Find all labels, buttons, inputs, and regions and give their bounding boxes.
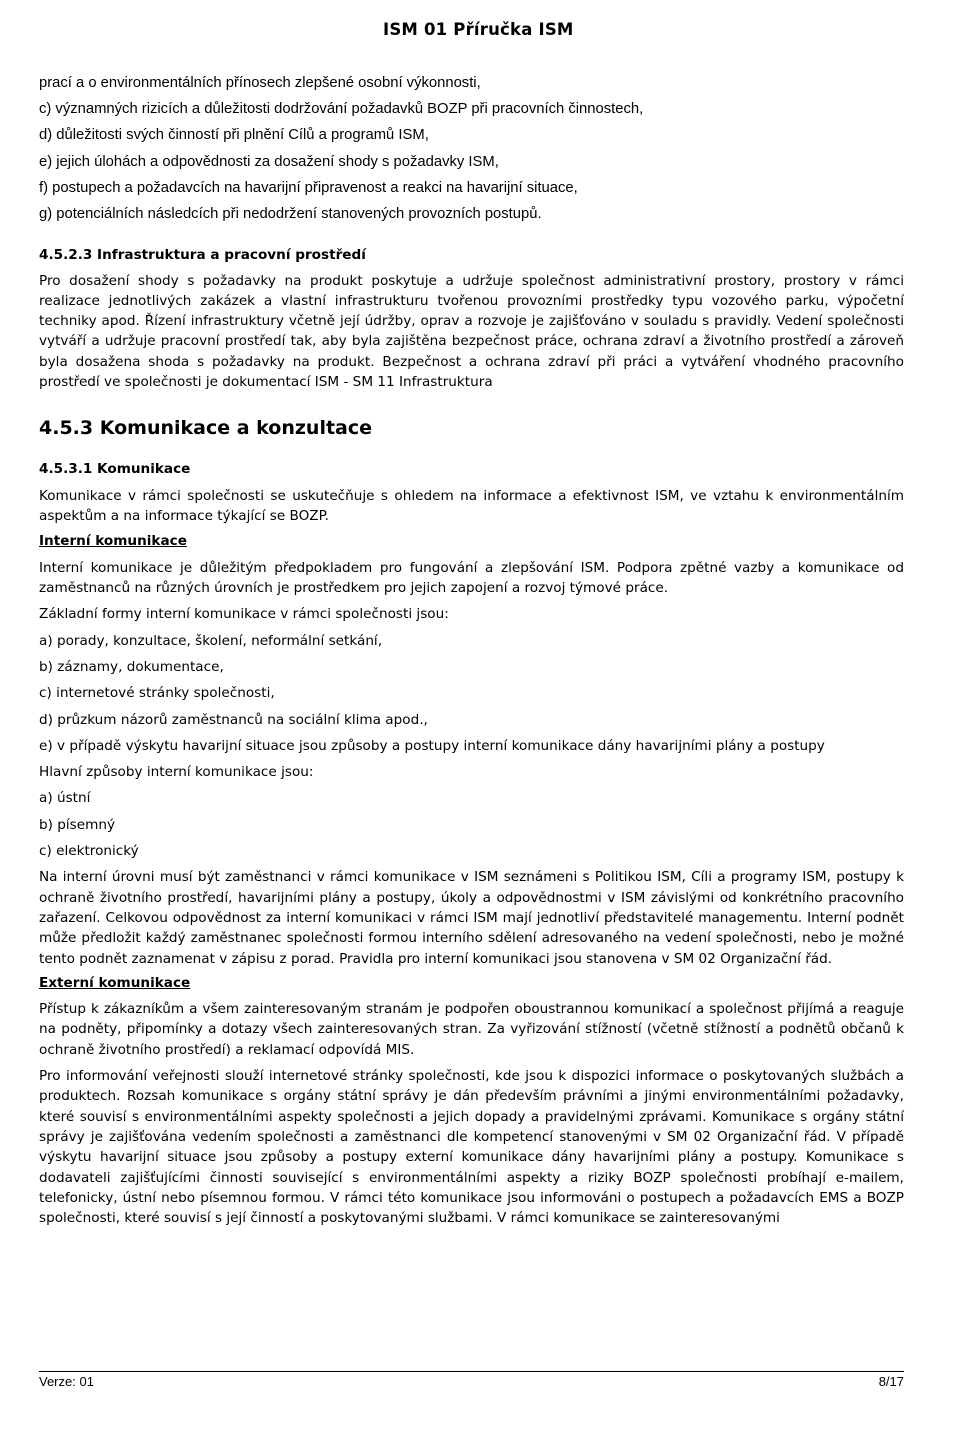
intro-item: f) postupech a požadavcích na havarijní připravenost a reakci na havarijní situace, [39,179,578,196]
ways-intro: Hlavní způsoby interní komunikace jsou: [39,764,314,781]
intro-item: d) důležitosti svých činností při plnění Cílů a programů ISM, [39,127,429,144]
forms-item: a) porady, konzultace, školení, neformální setkání, [39,632,383,649]
forms-item: e) v případě výskytu havarijní situace jsou způsoby a postupy interní komunikace dány havarijními plány a postupy [39,737,825,754]
ways-item: a) ústní [39,790,91,807]
forms-item: d) průzkum názorů zaměstnanců na sociální klima apod., [39,711,428,728]
internal-paragraph-2: Na interní úrovni musí být zaměstnanci v rámci komunikace v ISM seznámeni s Politikou ISM, Cíli a programy ISM, postupy k ochraně životního prostředí, havarijními plány a postupy, úkoly a odpovědnostmi v ISM závislými od konkrétního pracovního zařazení. Celkovou odpovědnost za interní komunikaci v rámci ISM mají jednotliví představitelé managementu. Interní podnět může předložit každý zaměstnanec společnosti formou interního sdělení adresovaného na vedení společnosti, nebo je možné tento podnět zaznamenat v zápisu z porad. Pravidla pro interní komunikaci jsou stanovena v SM 02 Organizační řád. [39,869,904,967]
document-body [39,70,904,1228]
intro-item: e) jejich úlohách a odpovědnosti za dosažení shody s požadavky ISM, [39,153,499,170]
header-title: ISM 01 Příručka ISM [383,20,574,39]
internal-communication-heading: Interní komunikace [39,533,187,550]
forms-item: b) záznamy, dokumentace, [39,658,224,675]
footer-page-number: 8/17 [878,1374,904,1389]
external-paragraph-2: Pro informování veřejnosti slouží internetové stránky společnosti, kde jsou k dispozici informace o poskytovaných službách a produktech. Rozsah komunikace s orgány státní správy je dán především právními a jinými environmentálními požadavky, které souvisí s environmentálními aspekty společnosti a jejich dopady a pravidelnými zprávami. Komunikace s orgány státní správy je zajišťována vedením společnosti a zaměstnanci dle kompetencí stanovenými v SM 02 Organizační řád. V případě výskytu havarijní situace jsou způsoby a postupy externí komunikace dány havarijními plány a postupy. Komunikace s dodavateli zajišťujícími činnosti související s environmentálními aspekty a riziky BOZP společnosti probíhají e-mailem, telefonicky, ústní nebo písemnou formou. V rámci této komunikace jsou informováni o postupech a požadavcích EMS a BOZP společnosti, které souvisí s její činností a poskytovanými službami. V rámci komunikace se zainteresovanými [39,1068,904,1227]
page-header [0,0,960,58]
external-communication-heading: Externí komunikace [39,974,191,991]
section-heading-4-5-3: 4.5.3 Komunikace a konzultace [39,417,373,440]
footer-version: Verze: 01 [39,1374,94,1389]
section-heading-4-5-3-1: 4.5.3.1 Komunikace [39,460,191,477]
communication-paragraph: Komunikace v rámci společnosti se uskutečňuje s ohledem na informace a efektivnost ISM, ve vztahu k environmentálním aspektům a na informace týkající se BOZP. [39,487,904,525]
forms-intro: Základní formy interní komunikace v rámci společnosti jsou: [39,606,449,623]
footer-divider [39,1371,904,1372]
ways-item: b) písemný [39,816,116,833]
intro-item: c) významných rizicích a důležitosti dodržování požadavků BOZP při pracovních činnostech, [39,101,644,118]
internal-paragraph: Interní komunikace je důležitým předpokladem pro fungování a zlepšování ISM. Podpora zpětné vazby a komunikace od zaměstnanců na různých úrovních je prostředkem pro jejich zapojení a rozvoj týmové práce. [39,559,904,597]
intro-list [39,70,904,227]
section-heading-4-5-2-3: 4.5.2.3 Infrastruktura a pracovní prostředí [39,247,366,264]
main-content [39,245,904,1228]
external-paragraph: Přístup k zákazníkům a všem zainteresovaným stranám je podpořen oboustrannou komunikací a společnost přijímá a reaguje na podněty, připomínky a dotazy všech zainteresovaných stran. Za vyřizování stížností (včetně stížností a podnětů občanů k ochraně životního prostředí) a reklamací odpovídá MIS. [39,1001,904,1058]
infrastructure-paragraph: Pro dosažení shody s požadavky na produkt poskytuje a udržuje společnost administrativní prostory, prostory v rámci realizace jednotlivých zakázek a vlastní infrastrukturu tvořenou provozními prostředky typu vozového parku, výpočetní techniky apod. Řízení infrastruktury včetně její údržby, oprav a rozvoje je zajišťováno v souladu s pravidly. Vedení společnosti vytváří a udržuje pracovní prostředí tak, aby byla zajištěna bezpečnost práce, ochrana zdraví a životního prostředí a zároveň byla dosažena shoda s požadavky na produkt. Bezpečnost a ochrana zdraví při práci a vytváření vhodného pracovního prostředí ve společnosti je dokumentací ISM - SM 11 Infrastruktura [39,272,904,390]
forms-item: c) internetové stránky společnosti, [39,685,275,702]
intro-item: prací a o environmentálních přínosech zlepšené osobní výkonnosti, [39,75,481,91]
intro-item: g) potenciálních následcích při nedodržení stanovených provozních postupů. [39,206,542,223]
ways-item: c) elektronický [39,843,139,860]
